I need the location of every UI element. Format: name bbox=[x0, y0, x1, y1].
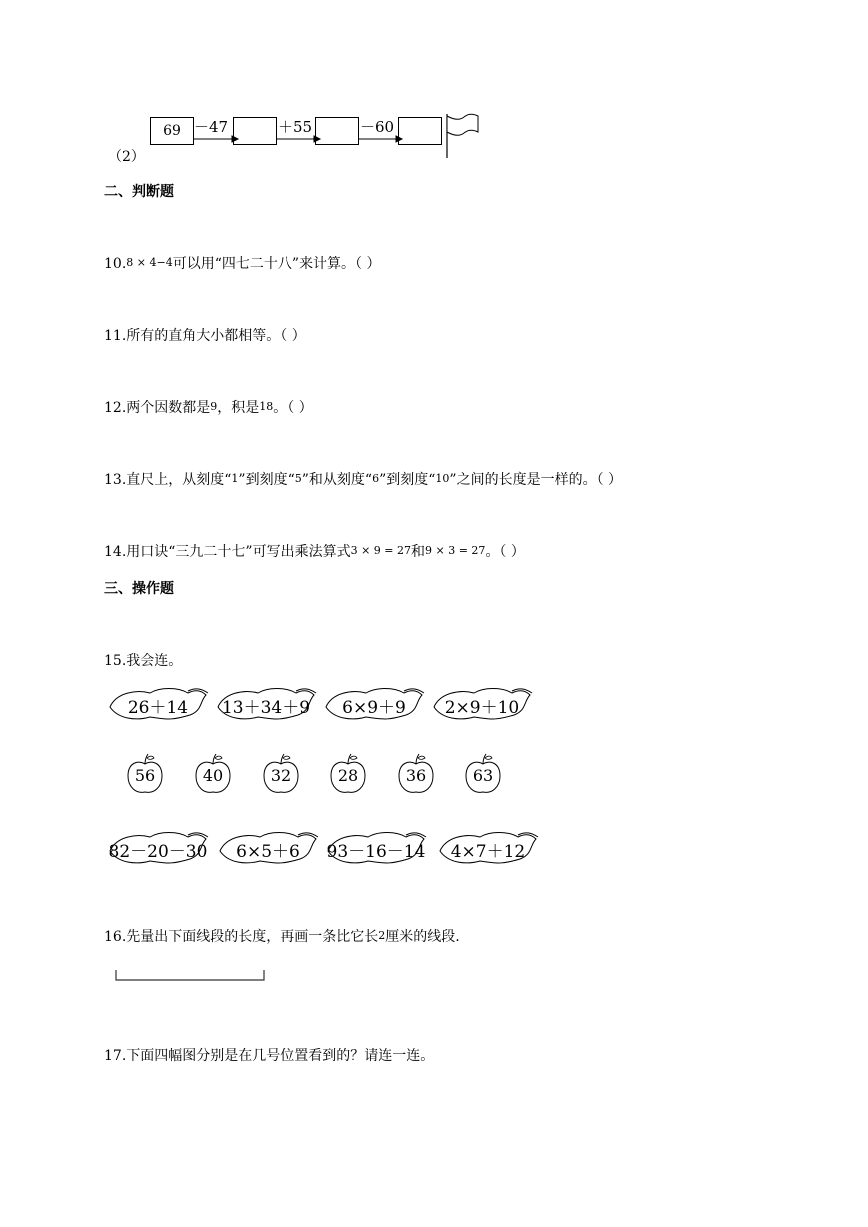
bottom-leaf-1[interactable] bbox=[106, 829, 210, 867]
q10-expression: 8 × 4−4 bbox=[126, 256, 173, 269]
bottom-leaf-4[interactable] bbox=[436, 829, 540, 867]
apple-number: 32 bbox=[270, 766, 292, 785]
q16-text-b: 厘米的线段. bbox=[385, 929, 460, 945]
apple-6[interactable] bbox=[463, 752, 503, 796]
bottom-leaf-expression: 6×5＋6 bbox=[236, 842, 300, 862]
apple-2[interactable] bbox=[193, 752, 233, 796]
section-3-heading: 三、操作题 bbox=[104, 581, 174, 597]
q9-part2-label: （2） bbox=[108, 149, 145, 165]
q13-text-e: ”之间的长度是一样的。（ ） bbox=[449, 472, 623, 488]
flag-icon bbox=[440, 112, 484, 160]
chain-op-2: ＋55 bbox=[278, 118, 313, 136]
q12-factor: 9 bbox=[210, 400, 218, 413]
apple-1[interactable] bbox=[125, 752, 165, 796]
section-2-heading: 二、判断题 bbox=[104, 184, 174, 200]
q13-mark-4: 10 bbox=[435, 472, 450, 485]
top-leaf-expression: 6×9＋9 bbox=[342, 698, 406, 718]
top-leaf-4[interactable] bbox=[430, 685, 534, 723]
q14-equation-1: 3 × 9 = 27 bbox=[350, 544, 412, 557]
top-leaf-2[interactable] bbox=[214, 685, 318, 723]
top-leaf-expression: 13＋34＋9 bbox=[221, 698, 311, 718]
chain-op-1: －47 bbox=[194, 118, 229, 136]
q13-text-b: ”到刻度“ bbox=[238, 472, 295, 488]
bottom-leaf-expression: 82－20－30 bbox=[108, 842, 208, 862]
apple-4[interactable] bbox=[328, 752, 368, 796]
q12-text-c: 。（ ） bbox=[273, 400, 313, 416]
q14-text-c: 。（ ） bbox=[485, 544, 525, 560]
q14-text-b: 和 bbox=[411, 544, 426, 560]
apple-5[interactable] bbox=[396, 752, 436, 796]
q13-text-a: 13.直尺上，从刻度“ bbox=[104, 472, 232, 488]
question-14 bbox=[104, 541, 525, 561]
q14-text-a: 14.用口诀“三九二十七”可写出乘法算式 bbox=[104, 544, 351, 560]
question-17: 17.下面四幅图分别是在几号位置看到的？请连一连。 bbox=[104, 1048, 435, 1064]
q16-text-a: 16.先量出下面线段的长度，再画一条比它长 bbox=[104, 929, 379, 945]
apple-number: 40 bbox=[202, 766, 224, 785]
q10-text: 可以用“四七二十八”来计算。（ ） bbox=[172, 256, 381, 272]
question-11: 11.所有的直角大小都相等。（ ） bbox=[104, 328, 306, 344]
q13-text-d: ”到刻度“ bbox=[379, 472, 436, 488]
chain-op-3: －60 bbox=[360, 118, 395, 136]
apple-number: 36 bbox=[405, 766, 427, 785]
chain-start-value: 69 bbox=[163, 123, 181, 139]
question-12 bbox=[104, 397, 313, 417]
top-leaf-1[interactable] bbox=[106, 685, 210, 723]
top-leaf-expression: 2×9＋10 bbox=[444, 698, 520, 718]
bottom-leaf-3[interactable] bbox=[324, 829, 428, 867]
question-16 bbox=[104, 926, 460, 946]
apple-number: 63 bbox=[472, 766, 494, 785]
bottom-leaf-expression: 93－16－14 bbox=[326, 842, 426, 862]
top-leaf-3[interactable] bbox=[322, 685, 426, 723]
bottom-leaf-2[interactable] bbox=[216, 829, 320, 867]
q13-mark-3: 6 bbox=[372, 472, 380, 485]
q12-product: 18 bbox=[259, 400, 274, 413]
question-15: 15.我会连。 bbox=[104, 653, 183, 669]
q13-mark-1: 1 bbox=[231, 472, 239, 485]
q13-mark-2: 5 bbox=[294, 472, 302, 485]
q12-text-a: 12.两个因数都是 bbox=[104, 400, 211, 416]
chain-start-box bbox=[150, 117, 194, 145]
q14-equation-2: 9 × 3 = 27 bbox=[425, 544, 486, 557]
question-13 bbox=[104, 469, 622, 489]
q16-length: 2 bbox=[378, 929, 386, 942]
top-leaf-expression: 26＋14 bbox=[127, 698, 189, 718]
apple-number: 28 bbox=[337, 766, 359, 785]
question-10 bbox=[104, 253, 380, 273]
apple-3[interactable] bbox=[261, 752, 301, 796]
apple-number: 56 bbox=[134, 766, 156, 785]
q12-text-b: ，积是 bbox=[217, 400, 260, 416]
q10-number: 10. bbox=[104, 256, 127, 272]
q13-text-c: ”和从刻度“ bbox=[301, 472, 373, 488]
bottom-leaf-expression: 4×7＋12 bbox=[450, 842, 526, 862]
line-segment bbox=[112, 968, 272, 984]
